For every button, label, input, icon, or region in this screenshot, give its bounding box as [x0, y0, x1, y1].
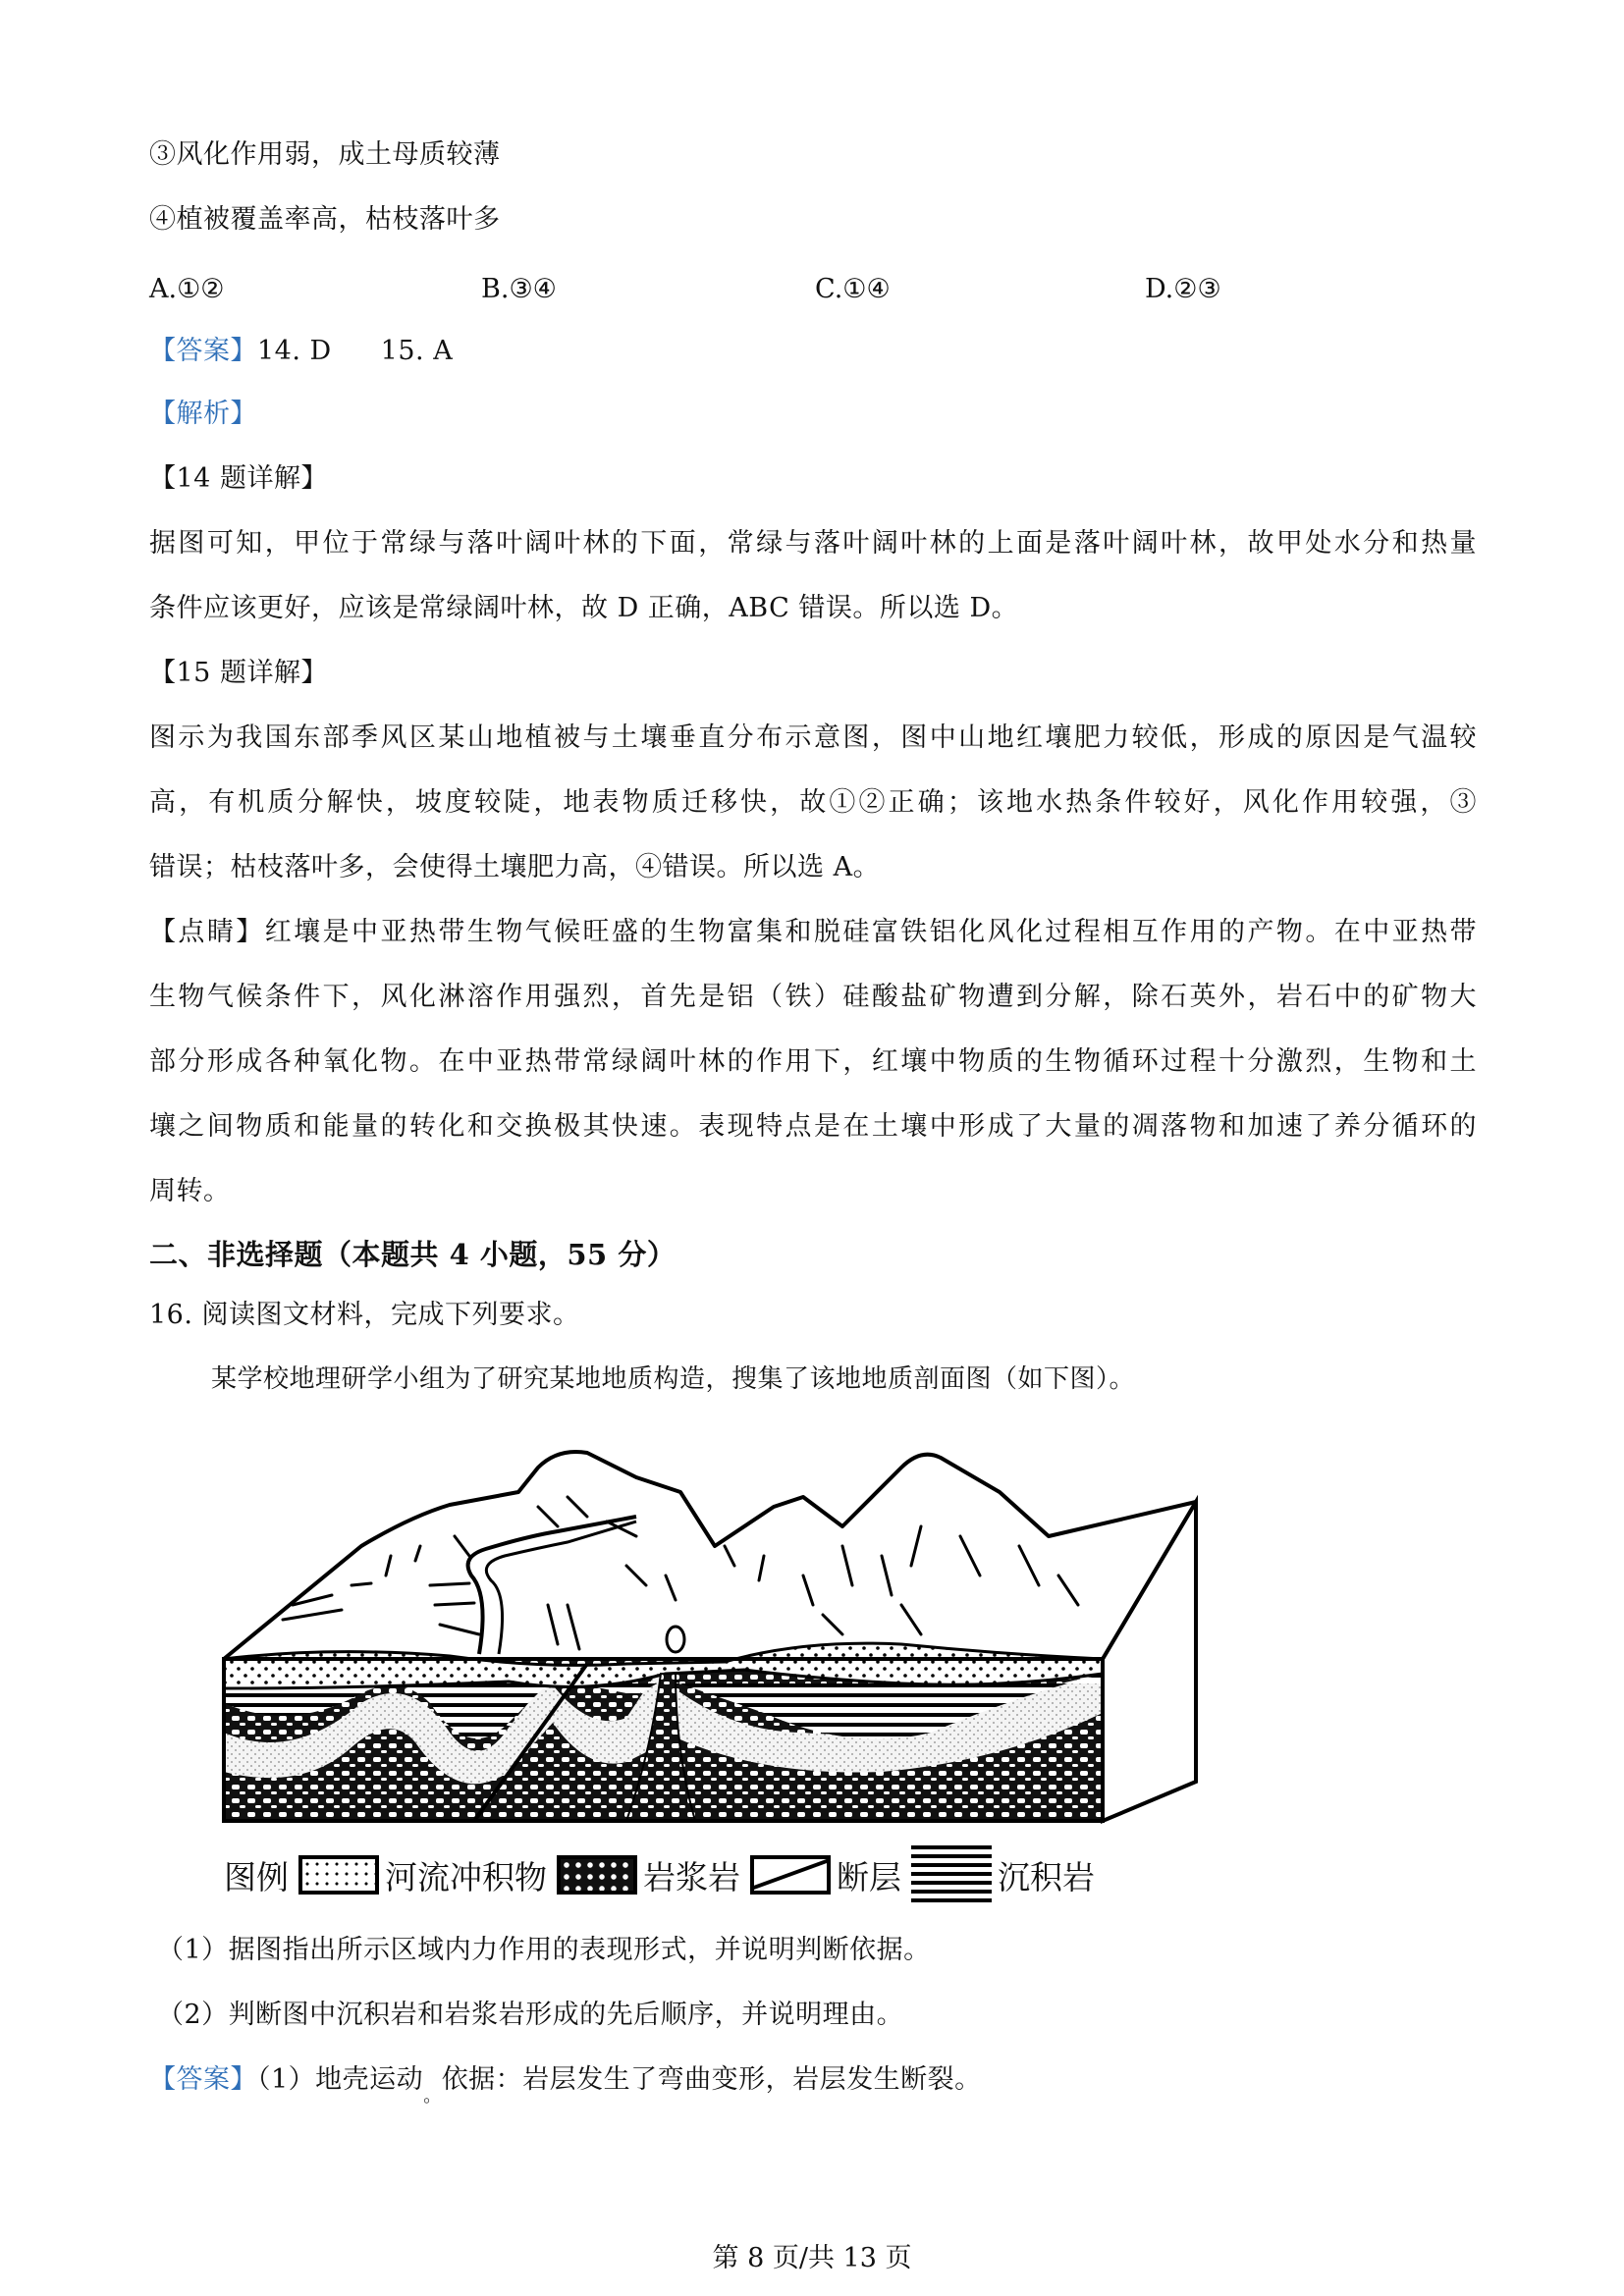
statement-3: ③风化作用弱，成土母质较薄: [149, 139, 501, 170]
sedimentary-rock-swatch-icon: [911, 1845, 992, 1904]
q14-detail-line: 据图可知，甲位于常绿与落叶阔叶林的下面，常绿与落叶阔叶林的上面是落叶阔叶林，故甲处水分和热量: [149, 528, 1477, 559]
choice-c: [815, 273, 891, 306]
choice-value: ①②: [177, 274, 225, 304]
q16-stem: 16. 阅读图文材料，完成下列要求。: [149, 1300, 580, 1330]
q16-answer-line: [149, 2063, 982, 2107]
key-point-line: 壤之间物质和能量的转化和交换极其快速。表现特点是在土壤中形成了大量的凋落物和加速了养分循环的: [149, 1111, 1477, 1142]
analysis-tag: 【解析】: [149, 399, 257, 429]
page-footer: 第 8 页/共 13 页: [712, 2243, 912, 2273]
choice-letter: B.: [481, 274, 510, 304]
fault-swatch-icon: [750, 1855, 831, 1895]
figure-legend: [224, 1850, 1099, 1899]
answer-1-mark: 。: [423, 2086, 442, 2107]
answer-tag: 【答案】: [149, 2064, 257, 2095]
answer-1: （1）地壳运动: [257, 2064, 424, 2095]
q15-heading: 【15 题详解】: [149, 658, 328, 688]
key-point-tag: 【点睛】: [149, 917, 265, 947]
answer-q14: 14. D: [257, 336, 332, 366]
answer-tag: 【答案】: [149, 336, 257, 366]
answer-q15: 15. A: [380, 336, 454, 366]
choice-value: ②③: [1173, 274, 1221, 304]
q15-detail-line: 图示为我国东部季风区某山地植被与土壤垂直分布示意图，图中山地红壤肥力较低，形成的原因是气温较: [149, 722, 1477, 753]
choice-d: [1145, 273, 1221, 306]
sub-question-1: （1）据图指出所示区域内力作用的表现形式，并说明判断依据。: [157, 1935, 931, 1965]
q15-detail-line: 错误；枯枝落叶多，会使得土壤肥力高，④错误。所以选 A。: [149, 852, 881, 882]
key-point-line: 部分形成各种氧化物。在中亚热带常绿阔叶林的作用下，红壤中物质的生物循环过程十分激烈，生物和土: [149, 1046, 1477, 1077]
answer-1-rest: 依据：岩层发生了弯曲变形，岩层发生断裂。: [441, 2064, 982, 2095]
answer-line: [149, 335, 453, 368]
q14-detail-line: 条件应该更好，应该是常绿阔叶林，故 D 正确，ABC 错误。所以选 D。: [149, 593, 1019, 623]
magmatic-rock-swatch-icon: [557, 1855, 637, 1895]
key-point-line: 生物气候条件下，风化淋溶作用强烈，首先是铝（铁）硅酸盐矿物遭到分解，除石英外，岩石中的矿物大: [149, 982, 1477, 1012]
choice-letter: D.: [1145, 274, 1174, 304]
q15-detail-line: 高，有机质分解快，坡度较陡，地表物质迁移快，故①②正确；该地水热条件较好，风化作用较强，③: [149, 787, 1477, 818]
legend-title: 图例: [224, 1857, 289, 1896]
choice-letter: A.: [149, 274, 178, 304]
choice-a: [149, 273, 225, 306]
sub-question-2: （2）判断图中沉积岩和岩浆岩形成的先后顺序，并说明理由。: [157, 2000, 904, 2030]
legend-label: 河流冲积物: [385, 1857, 547, 1896]
section-title: 二、非选择题（本题共 4 小题，55 分）: [149, 1238, 677, 1271]
legend-label: 沉积岩: [998, 1857, 1095, 1896]
choice-letter: C.: [815, 274, 843, 304]
key-point-text: 红壤是中亚热带生物气候旺盛的生物富集和脱硅富铁铝化风化过程相互作用的产物。在中亚热带: [264, 917, 1477, 947]
q16-material: 某学校地理研学小组为了研究某地地质构造，搜集了该地地质剖面图（如下图）。: [211, 1364, 1136, 1394]
statement-4: ④植被覆盖率高，枯枝落叶多: [149, 204, 501, 235]
key-point-line: [149, 916, 1477, 949]
key-point-line: 周转。: [149, 1176, 231, 1206]
q14-heading: 【14 题详解】: [149, 463, 328, 494]
river-deposit-swatch-icon: [298, 1855, 379, 1895]
legend-label: 岩浆岩: [643, 1857, 740, 1896]
choice-value: ③④: [509, 274, 557, 304]
legend-label: 断层: [837, 1857, 901, 1896]
choice-value: ①④: [842, 274, 891, 304]
choice-b: [481, 273, 557, 306]
geological-section-diagram: [214, 1438, 1202, 1904]
